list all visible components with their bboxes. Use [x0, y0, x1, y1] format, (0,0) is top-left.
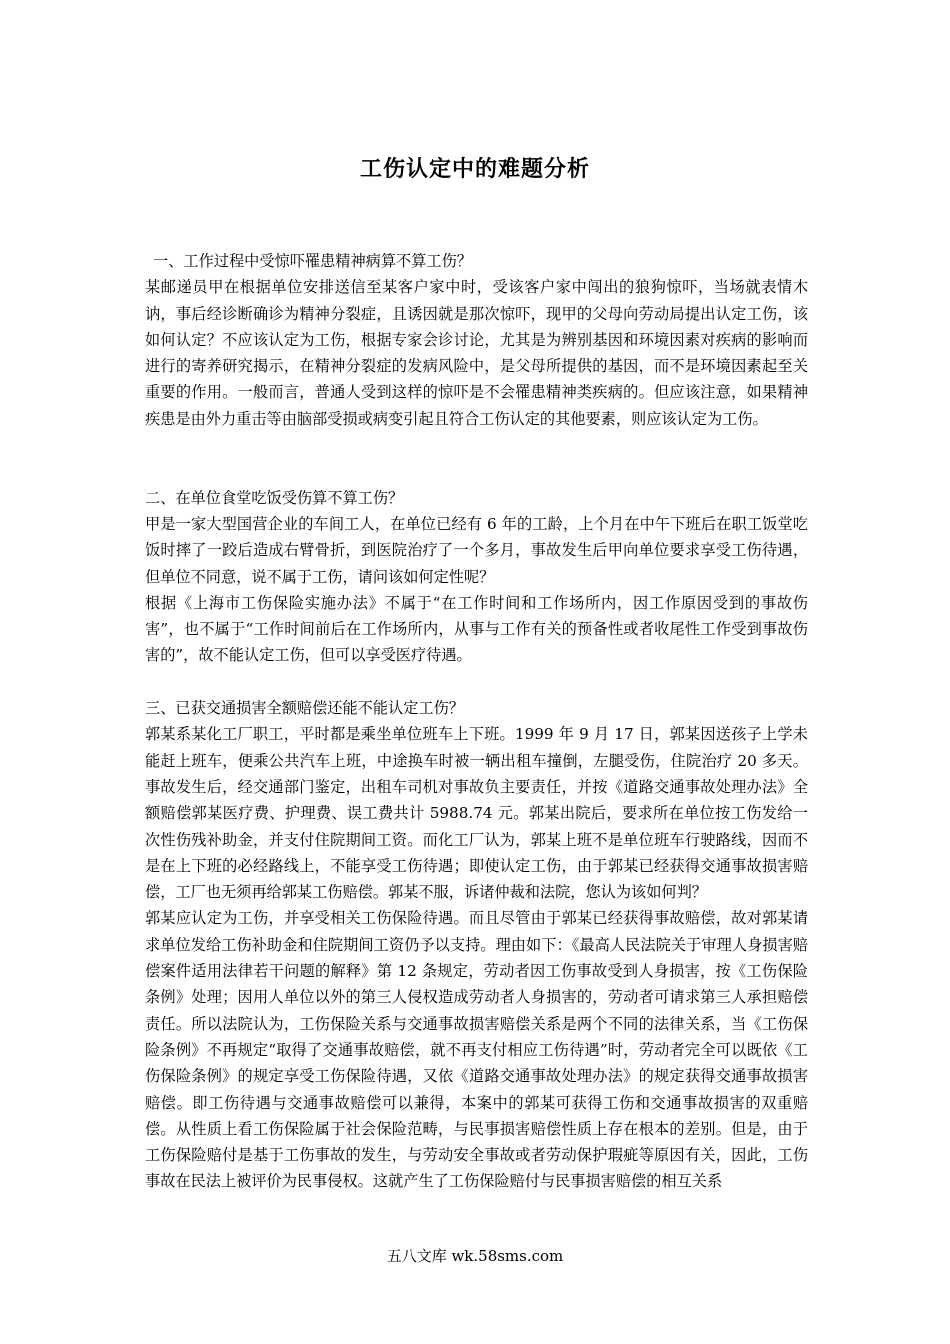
section-2-paragraph-1: 甲是一家大型国营企业的车间工人，在单位已经有 6 年的工龄，上个月在中午下班后在职工饭堂吃饭时摔了一跤后造成右臂骨折，到医院治疗了一个多月，事故发生后甲向单位要求享受工伤待遇，但单位不同意，说不属于工伤，请问该如何定性呢？: [145, 514, 808, 586]
section-3-heading: 三、已获交通损害全额赔偿还能不能认定工伤？: [145, 699, 464, 718]
page-footer: 五八文库 wk.58sms.com: [386, 1247, 564, 1265]
section-2-heading: 二、在单位食堂吃饭受伤算不算工伤？: [145, 488, 404, 507]
section-1-heading: 一、工作过程中受惊吓罹患精神病算不算工伤？: [153, 252, 472, 270]
section-3-paragraph-1: 郭某系某化工厂职工，平时都是乘坐单位班车上下班。1999 年 9 月 17 日，郭某因送孩子上学未能赶上班车，便乘公共汽车上班，中途换车时被一辆出租车撞倒，左腿受伤，住院治疗 20 多天。事故发生后，经交通部门鉴定，出租车司机对事故负主要责任，并按《道路交通事故处理办法》全额赔偿郭某医疗费、护理费、误工费共计 5988.74 元。郭某出院后，要求所在单位按工伤发给一次性伤残补助金，并支付住院期间工资。而化工厂认为，郭某上班不是单位班车行驶路线，因而不是在上下班的必经路线上，不能享受工伤待遇；即使认定工伤，由于郭某已经获得交通事故损害赔偿，工厂也无须再给郭某工伤赔偿。郭某不服，诉诸仲裁和法院，您认为该如何判？: [145, 725, 808, 902]
section-3-paragraph-2: 郭某应认定为工伤，并享受相关工伤保险待遇。而且尽管由于郭某已经获得事故赔偿，故对郭某请求单位发给工伤补助金和住院期间工资仍予以支持。理由如下：《最高人民法院关于审理人身损害赔偿案件适用法律若干问题的解释》第 12 条规定，劳动者因工伤事故受到人身损害，按《工伤保险条例》处理；因用人单位以外的第三人侵权造成劳动者人身损害的，劳动者可请求第三人承担赔偿责任。所以法院认为，工伤保险关系与交通事故损害赔偿关系是两个不同的法律关系，当《工伤保险条例》不再规定“取得了交通事故赔偿，就不再支付相应工伤待遇”时，劳动者完全可以既依《工伤保险条例》的规定享受工伤保险待遇，又依《道路交通事故处理办法》的规定获得交通事故损害赔偿。即工伤待遇与交通事故赔偿可以兼得，本案中的郭某可获得工伤和交通事故损害的双重赔偿。从性质上看工伤保险属于社会保险范畴，与民事损害赔偿性质上存在根本的差别。但是，由于工伤保险赔付是基于工伤事故的发生，与劳动安全事故或者劳动保护瑕疵等原因有关，因此，工伤事故在民法上被评价为民事侵权。这就产生了工伤保险赔付与民事损害赔偿的相互关系: [145, 909, 808, 1191]
document-title: 工伤认定中的难题分析: [359, 156, 590, 182]
section-spacer: [145, 669, 808, 695]
section-spacer: [145, 432, 808, 485]
document-body: [145, 248, 808, 1195]
section-2-paragraph-2: 根据《上海市工伤保险实施办法》不属于“在工作时间和工作场所内，因工作原因受到的事故伤害”，也不属于“工作时间前后在工作场所内，从事与工作有关的预备性或者收尾性工作受到事故伤害的”，故不能认定工伤，但可以享受医疗待遇。: [145, 593, 808, 665]
section-1-paragraph-1: 某邮递员甲在根据单位安排送信至某客户家中时，受该客户家中闯出的狼狗惊吓，当场就表情木讷，事后经诊断确诊为精神分裂症，且诱因就是那次惊吓，现甲的父母向劳动局提出认定工伤，该如何认定？不应该认定为工伤，根据专家会诊讨论，尤其是为辨别基因和环境因素对疾病的影响而进行的寄养研究揭示，在精神分裂症的发病风险中，是父母所提供的基因，而不是环境因素起至关重要的作用。一般而言，普通人受到这样的惊吓是不会罹患精神类疾病的。但应该注意，如果精神疾患是由外力重击等由脑部受损或病变引起且符合工伤认定的其他要素，则应该认定为工伤。: [145, 278, 808, 428]
